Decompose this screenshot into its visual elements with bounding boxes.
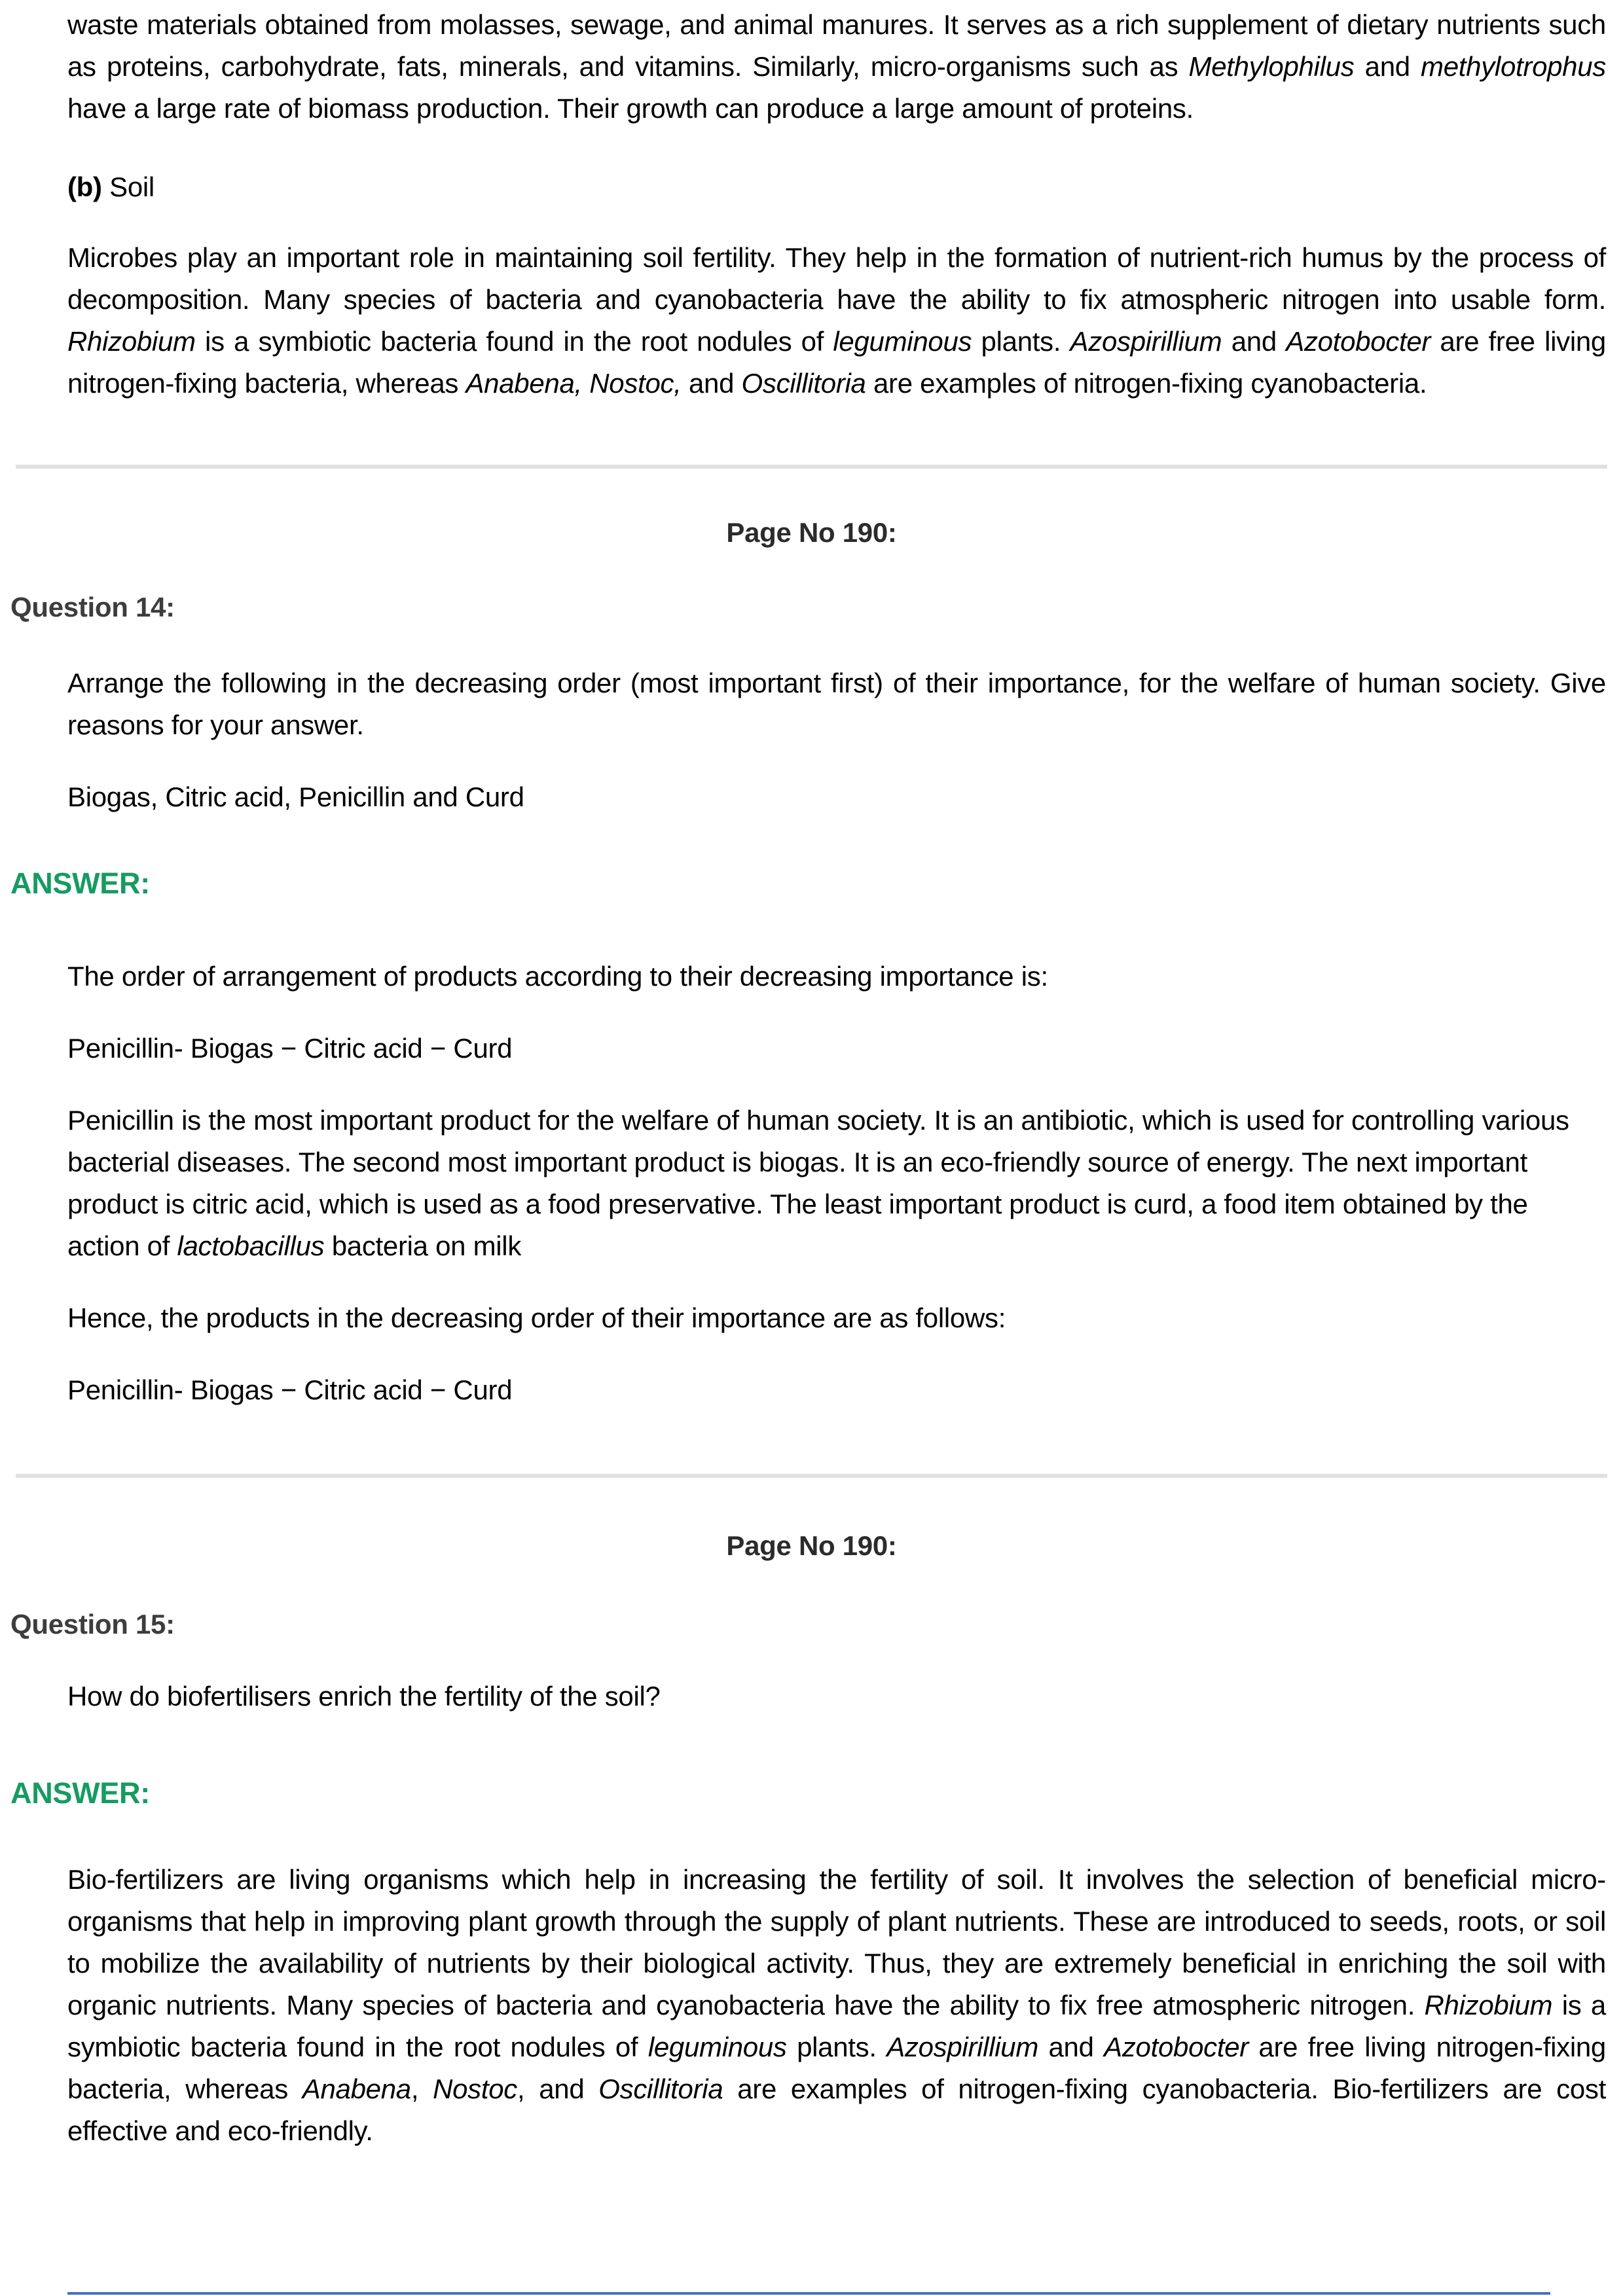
q14-answer-paragraph: Penicillin is the most important product for the welfare of human society. It is an antibiotic, which is used for controlling various bacterial diseases. The second most important product is biogas. It is an eco-friendly source of energy. The next important product is citric acid, which is used as a food preservative. The least important product is curd, a food item obtained by the action of lactobacillus bacteria on milk [67, 1105, 1569, 1261]
question-15-heading: Question 15: [10, 1609, 175, 1640]
question-14-items-line: Biogas, Citric acid, Penicillin and Curd [67, 781, 524, 812]
question-15-text: How do biofertilisers enrich the fertility of the soil? [67, 1681, 661, 1712]
answer-heading-q15: ANSWER: [10, 1776, 150, 1810]
q14-answer-intro: The order of arrangement of products according to their decreasing importance is: [67, 961, 1048, 992]
heading-b-soil: (b) Soil [67, 171, 155, 202]
paragraph-soil-fertility: Microbes play an important role in maintaining soil fertility. They help in the formation of nutrient-rich humus by the process of decomposition. Many species of bacteria and cyanobacteria have the ability to fix atmospheric nitrogen into usable form. Rhizobium is a symbiotic bacteria found in the root nodules of leguminous plants. Azospirillium and Azotobocter are free living nitrogen-fixing bacteria, whereas Anabena, Nostoc, and Oscillitoria are examples of nitrogen-fixing cyanobacteria. [67, 242, 1606, 399]
q14-order-line-2: Penicillin- Biogas − Citric acid − Curd [67, 1374, 513, 1405]
question-14-text: Arrange the following in the decreasing order (most important first) of their importance, for the welfare of human society. Give reasons for your answer. [67, 668, 1606, 740]
page-number-heading-q14: Page No 190: [726, 517, 897, 548]
section-divider [16, 465, 1607, 469]
bottom-blue-rule [67, 2292, 1550, 2295]
section-divider [16, 1474, 1607, 1478]
q14-hence-line: Hence, the products in the decreasing order of their importance are as follows: [67, 1302, 1006, 1333]
q15-answer-paragraph: Bio-fertilizers are living organisms which help in increasing the fertility of soil. It involves the selection of beneficial micro-organisms that help in improving plant growth through the supply of plant nutrients. These are introduced to seeds, roots, or soil to mobilize the availability of nutrients by their biological activity. Thus, they are extremely beneficial in enriching the soil with organic nutrients. Many species of bacteria and cyanobacteria have the ability to fix free atmospheric nitrogen. Rhizobium is a symbiotic bacteria found in the root nodules of leguminous plants. Azospirillium and Azotobocter are free living nitrogen-fixing bacteria, whereas Anabena, Nostoc, and Oscillitoria are examples of nitrogen-fixing cyanobacteria. Bio-fertilizers are cost effective and eco-friendly. [67, 1864, 1606, 2146]
answer-heading-q14: ANSWER: [10, 867, 150, 900]
question-14-heading: Question 14: [10, 592, 175, 622]
page-number-heading-q15: Page No 190: [726, 1530, 897, 1561]
q14-order-line: Penicillin- Biogas − Citric acid − Curd [67, 1033, 513, 1064]
paragraph-biomass: waste materials obtained from molasses, sewage, and animal manures. It serves as a rich supplement of dietary nutrients such as proteins, carbohydrate, fats, minerals, and vitamins. Similarly, micro-organisms such as Methylophilus and methylotrophus have a large rate of biomass production. Their growth can produce a large amount of proteins. [67, 9, 1606, 124]
